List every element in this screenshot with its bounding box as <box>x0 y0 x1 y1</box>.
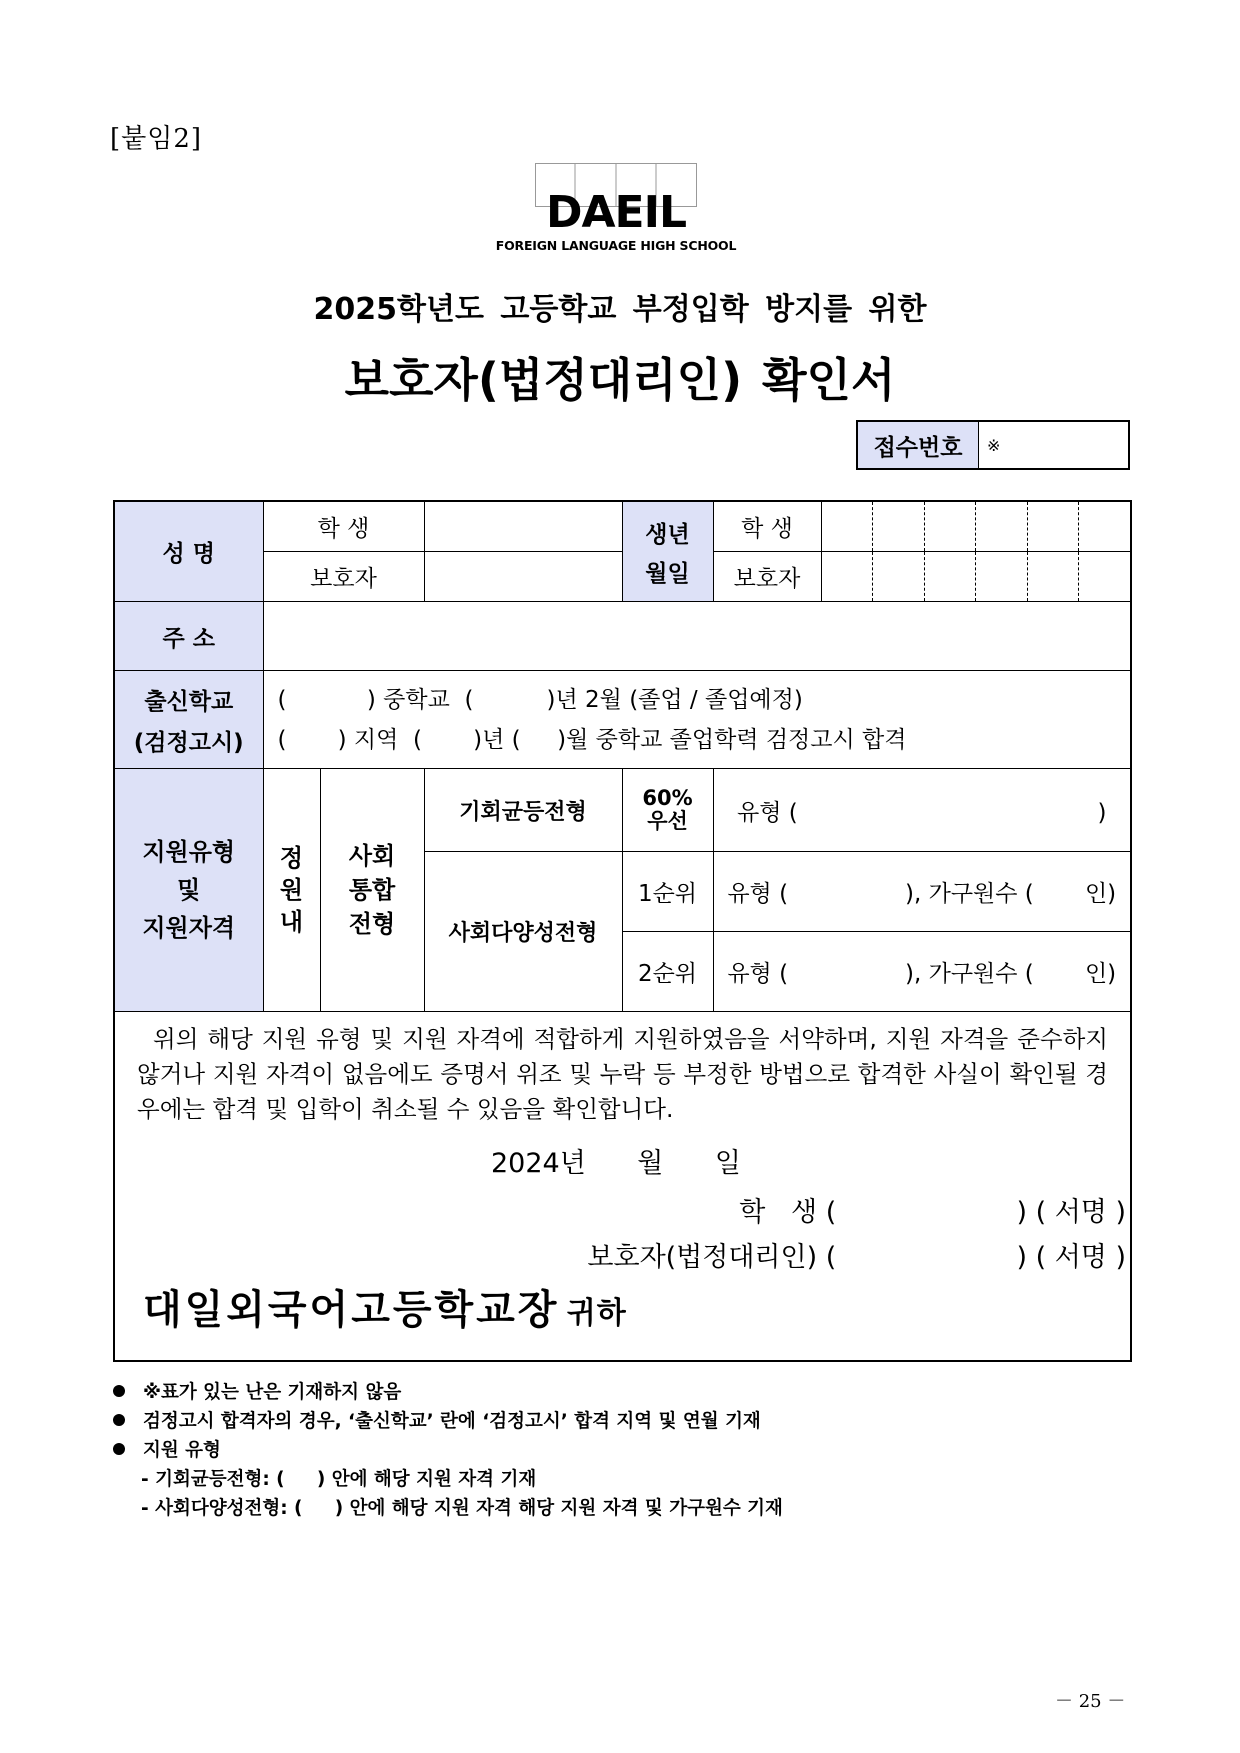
date-line: 2024년 월 일 <box>491 1148 741 1179</box>
birth-label-line1: 생년 <box>645 521 690 548</box>
birth-student-label: 학 생 <box>713 501 821 552</box>
notes-list <box>113 1378 783 1523</box>
school-field[interactable] <box>263 671 1131 769</box>
document-title-line1: 2025학년도 고등학교 부정입학 방지를 위한 <box>313 292 927 327</box>
application-form-table <box>113 500 1132 1362</box>
priority-word: 우선 <box>647 809 688 833</box>
sub-note-item: - 사회다양성전형: ( ) 안에 해당 지원 자격 해당 지원 자격 및 가구원수 기재 <box>141 1498 783 1519</box>
social-line-3: 전형 <box>348 910 396 938</box>
principal-title: 대일외국어고등학교장 <box>143 1287 560 1333</box>
school-line-middle-school: ( ) 중학교 ( )년 2월 (졸업 / 졸업예정) <box>277 686 803 713</box>
birth-label-line2: 월일 <box>645 560 690 587</box>
quota-label <box>263 769 320 1012</box>
student-signature-line[interactable]: 학 생 ( ) ( 서명 ) <box>739 1197 1126 1228</box>
rank2-label: 2순위 <box>622 932 713 1012</box>
school-label-line1: 출신학교 <box>144 688 234 715</box>
rank1-type-field[interactable]: 유형 ( ), 가구원수 ( 인) <box>713 852 1131 932</box>
social-line-2: 통합 <box>348 876 396 904</box>
social-line-1: 사회 <box>348 842 396 870</box>
school-label <box>114 671 263 769</box>
note-item: 검정고시 합격자의 경우, ‘출신학교’ 란에 ‘검정고시’ 합격 지역 및 연월 기재 <box>113 1407 783 1436</box>
attachment-label: [붙임2] <box>110 124 203 154</box>
name-guardian-label: 보호자 <box>263 552 424 602</box>
rank1-label: 1순위 <box>622 852 713 932</box>
logo-wordmark: DAEIL <box>545 187 687 238</box>
application-type-line1: 지원유형 <box>142 838 236 866</box>
note-item: 지원 유형 <box>113 1436 783 1465</box>
addressee <box>115 1278 1130 1335</box>
pledge-section <box>114 1012 1131 1362</box>
birth-label <box>622 501 713 602</box>
address-label: 주 소 <box>114 602 263 671</box>
receipt-number-field[interactable]: ※ <box>987 435 1001 455</box>
quota-char-2: 원 <box>279 876 304 904</box>
receipt-number-box <box>856 420 1130 470</box>
name-student-label: 학 생 <box>263 501 424 552</box>
bullet-icon <box>113 1414 125 1426</box>
guardian-signature-line[interactable]: 보호자(법정대리인) ( ) ( 서명 ) <box>587 1242 1126 1273</box>
application-type-label <box>114 769 263 1012</box>
name-label: 성 명 <box>114 501 263 602</box>
address-field[interactable] <box>263 602 1131 671</box>
pledge-text: 위의 해당 지원 유형 및 지원 자격에 적합하게 지원하였음을 서약하며, 지원 자격을 준수하지 않거나 지원 자격이 없음에도 증명서 위조 및 누락 등 부정한 방법으로 합격한 사실이 확인될 경우에는 합격 및 입학이 취소될 수 있음을 확인합니다. <box>137 1025 1108 1123</box>
note-item: ※표가 있는 난은 기재하지 않음 <box>113 1378 783 1407</box>
document-title-line2: 보호자(법정대리인) 확인서 <box>344 353 896 407</box>
priority-percent: 60% <box>642 786 693 810</box>
equal-opportunity-type-field[interactable]: 유형 ( ) <box>713 769 1131 852</box>
name-guardian-field[interactable] <box>424 552 622 602</box>
equal-opportunity-label: 기회균등전형 <box>424 769 622 852</box>
name-student-field[interactable] <box>424 501 622 552</box>
bullet-icon <box>113 1443 125 1455</box>
logo-subtitle: FOREIGN LANGUAGE HIGH SCHOOL <box>495 238 737 253</box>
school-line-ged: ( ) 지역 ( )년 ( )월 중학교 졸업학력 검정고시 합격 <box>277 726 907 753</box>
application-type-line2: 및 <box>177 876 201 904</box>
school-label-line2: (검정고시) <box>133 729 244 756</box>
priority-label <box>622 769 713 852</box>
page-number: － 25 － <box>1055 1691 1126 1712</box>
application-type-line3: 지원자격 <box>142 914 236 942</box>
quota-char-3: 내 <box>279 908 304 936</box>
bullet-icon <box>113 1385 125 1397</box>
birth-guardian-field[interactable] <box>821 552 1131 602</box>
principal-suffix: 귀하 <box>566 1296 627 1331</box>
sub-note-item: - 기회균등전형: ( ) 안에 해당 지원 자격 기재 <box>141 1469 537 1490</box>
birth-student-field[interactable] <box>821 501 1131 552</box>
social-diversity-label: 사회다양성전형 <box>424 852 622 1012</box>
social-integration-label <box>320 769 424 1012</box>
quota-char-1: 정 <box>279 844 304 872</box>
birth-guardian-label: 보호자 <box>713 552 821 602</box>
receipt-number-label: 접수번호 <box>858 422 979 468</box>
rank2-type-field[interactable]: 유형 ( ), 가구원수 ( 인) <box>713 932 1131 1012</box>
